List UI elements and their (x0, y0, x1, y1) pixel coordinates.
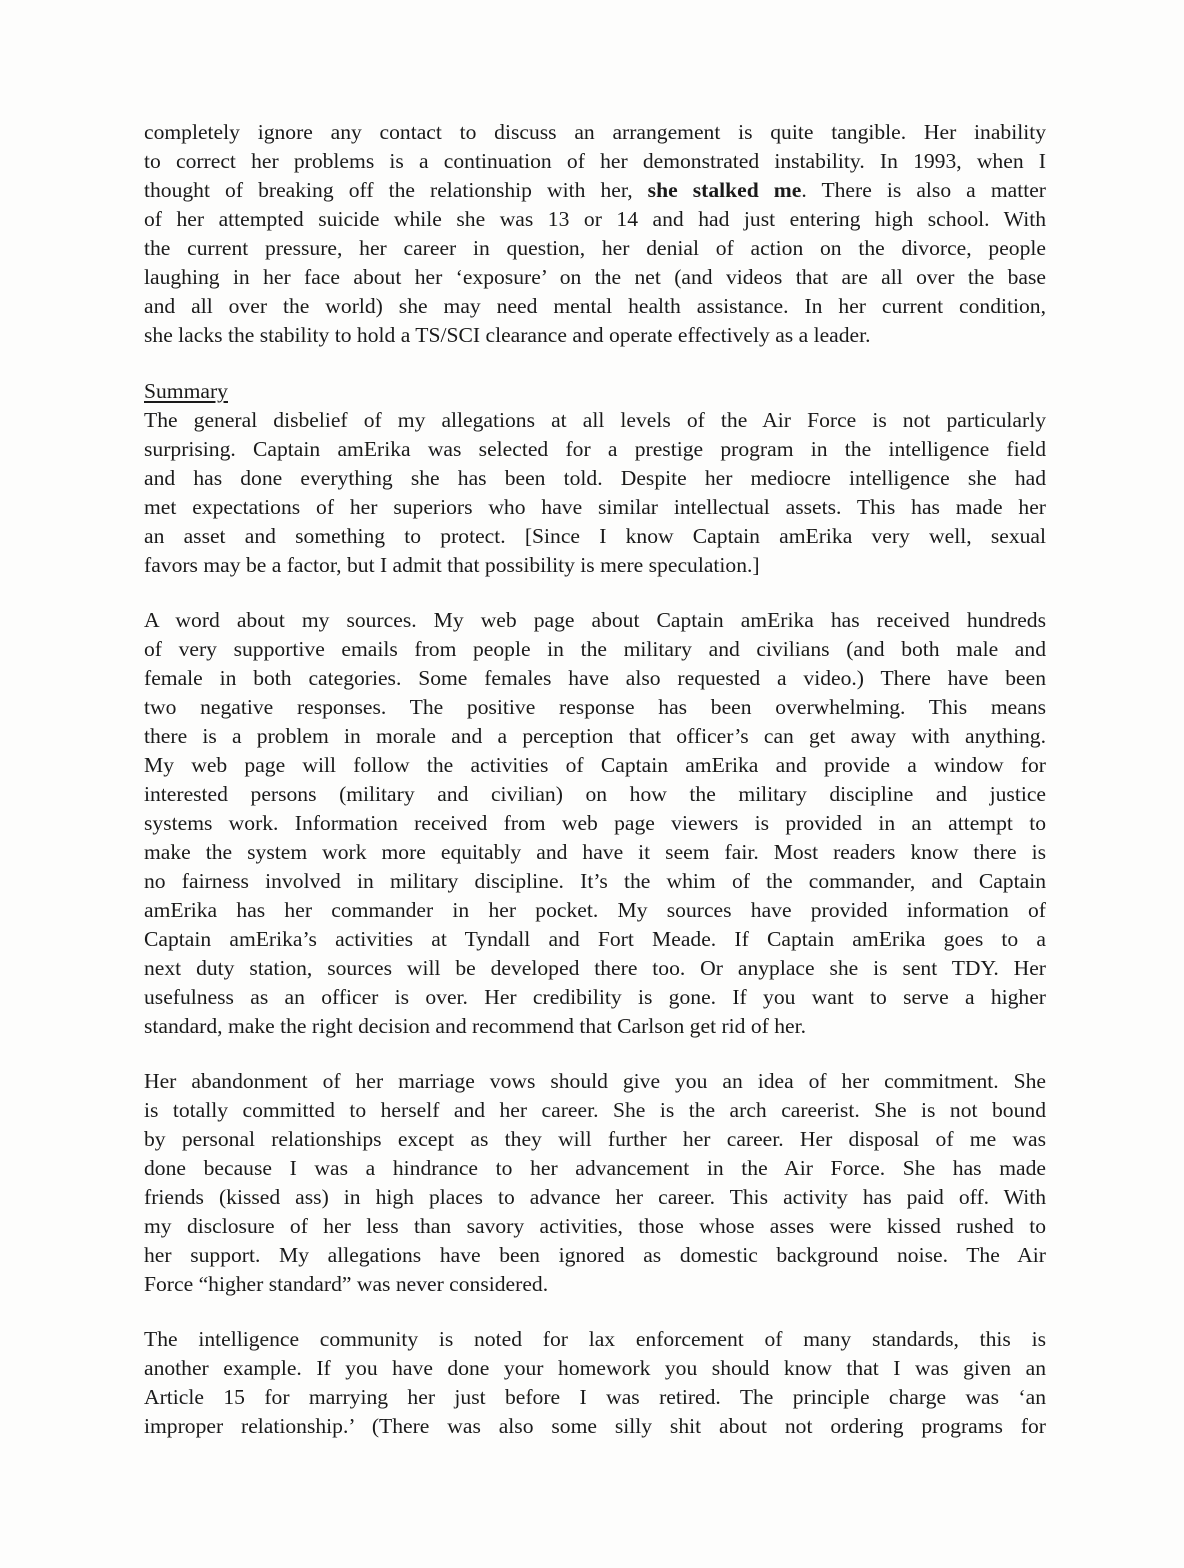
text-line: next duty station, sources will be developed there too. Or anyplace she is sent TDY. Her (144, 956, 1046, 980)
text-line: no fairness involved in military discipline. It’s the whim of the commander, and Captain (144, 869, 1046, 893)
paragraph-sources (144, 606, 1046, 1041)
text-line: The general disbelief of my allegations at all levels of the Air Force is not particularly (144, 408, 1046, 432)
section-heading: Summary (144, 379, 228, 403)
text-line: standard, make the right decision and recommend that Carlson get rid of her. (144, 1014, 807, 1038)
text-line: my disclosure of her less than savory activities, those whose asses were kissed rushed to (144, 1214, 1046, 1238)
text-line: amErika has her commander in her pocket. My sources have provided information of (144, 898, 1046, 922)
text-line: met expectations of her superiors who have similar intellectual assets. This has made her (144, 495, 1046, 519)
text-line: surprising. Captain amErika was selected for a prestige program in the intelligence field (144, 437, 1046, 461)
text-line: she lacks the stability to hold a TS/SCI clearance and operate effectively as a leader. (144, 323, 871, 347)
text-line: completely ignore any contact to discuss an arrangement is quite tangible. Her inability (144, 120, 1046, 144)
text-line: two negative responses. The positive response has been overwhelming. This means (144, 695, 1046, 719)
text-line: make the system work more equitably and have it seem fair. Most readers know there is (144, 840, 1046, 864)
text-line: interested persons (military and civilian) on how the military discipline and justice (144, 782, 1046, 806)
text-line: an asset and something to protect. [Since I know Captain amErika very well, sexual (144, 524, 1046, 548)
text-line: female in both categories. Some females have also requested a video.) There have been (144, 666, 1046, 690)
text-line: by personal relationships except as they will further her career. Her disposal of me was (144, 1127, 1046, 1151)
text-line: A word about my sources. My web page about Captain amErika has received hundreds (144, 608, 1046, 632)
text-line: of her attempted suicide while she was 13 or 14 and had just entering high school. With (144, 207, 1046, 231)
text-line: Captain amErika’s activities at Tyndall and Fort Meade. If Captain amErika goes to a (144, 927, 1046, 951)
text-line: friends (kissed ass) in high places to advance her career. This activity has paid off. With (144, 1185, 1046, 1209)
text-line (144, 176, 1046, 205)
text-line: Article 15 for marrying her just before I was retired. The principle charge was ‘an (144, 1385, 1046, 1409)
text-line: done because I was a hindrance to her advancement in the Air Force. She has made (144, 1156, 1046, 1180)
text-line-end: . There is also a matter (801, 178, 1046, 202)
text-line: My web page will follow the activities of Captain amErika and provide a window for (144, 753, 1046, 777)
text-line: favors may be a factor, but I admit that possibility is mere speculation.] (144, 553, 760, 577)
emphasis-bold: she stalked me (647, 178, 802, 202)
text-line: The intelligence community is noted for lax enforcement of many standards, this is (144, 1327, 1046, 1351)
text-line: to correct her problems is a continuation of her demonstrated instability. In 1993, when I (144, 149, 1046, 173)
text-line: another example. If you have done your homework you should know that I was given an (144, 1356, 1046, 1380)
text-line: laughing in her face about her ‘exposure’ on the net (and videos that are all over the base (144, 265, 1046, 289)
paragraph-commitment (144, 1067, 1046, 1299)
text-line: there is a problem in morale and a perception that officer’s can get away with anything. (144, 724, 1046, 748)
text-line: and all over the world) she may need mental health assistance. In her current condition, (144, 294, 1046, 318)
text-line: her support. My allegations have been ignored as domestic background noise. The Air (144, 1243, 1046, 1267)
summary-section (144, 377, 1046, 580)
text-line: usefulness as an officer is over. Her credibility is gone. If you want to serve a higher (144, 985, 1046, 1009)
text-line: systems work. Information received from web page viewers is provided in an attempt to (144, 811, 1046, 835)
text-line-start: thought of breaking off the relationship with her, (144, 178, 648, 202)
text-line: is totally committed to herself and her career. She is the arch careerist. She is not bound (144, 1098, 1046, 1122)
text-line: Her abandonment of her marriage vows should give you an idea of her commitment. She (144, 1069, 1046, 1093)
text-line: and has done everything she has been told. Despite her mediocre intelligence she had (144, 466, 1046, 490)
text-line: of very supportive emails from people in the military and civilians (and both male and (144, 637, 1046, 661)
paragraph-instability (144, 118, 1046, 350)
text-line: improper relationship.’ (There was also some silly shit about not ordering programs for (144, 1414, 1046, 1438)
text-line: Force “higher standard” was never considered. (144, 1272, 549, 1296)
paragraph-intelligence-community (144, 1325, 1046, 1441)
text-line: the current pressure, her career in question, her denial of action on the divorce, people (144, 236, 1046, 260)
